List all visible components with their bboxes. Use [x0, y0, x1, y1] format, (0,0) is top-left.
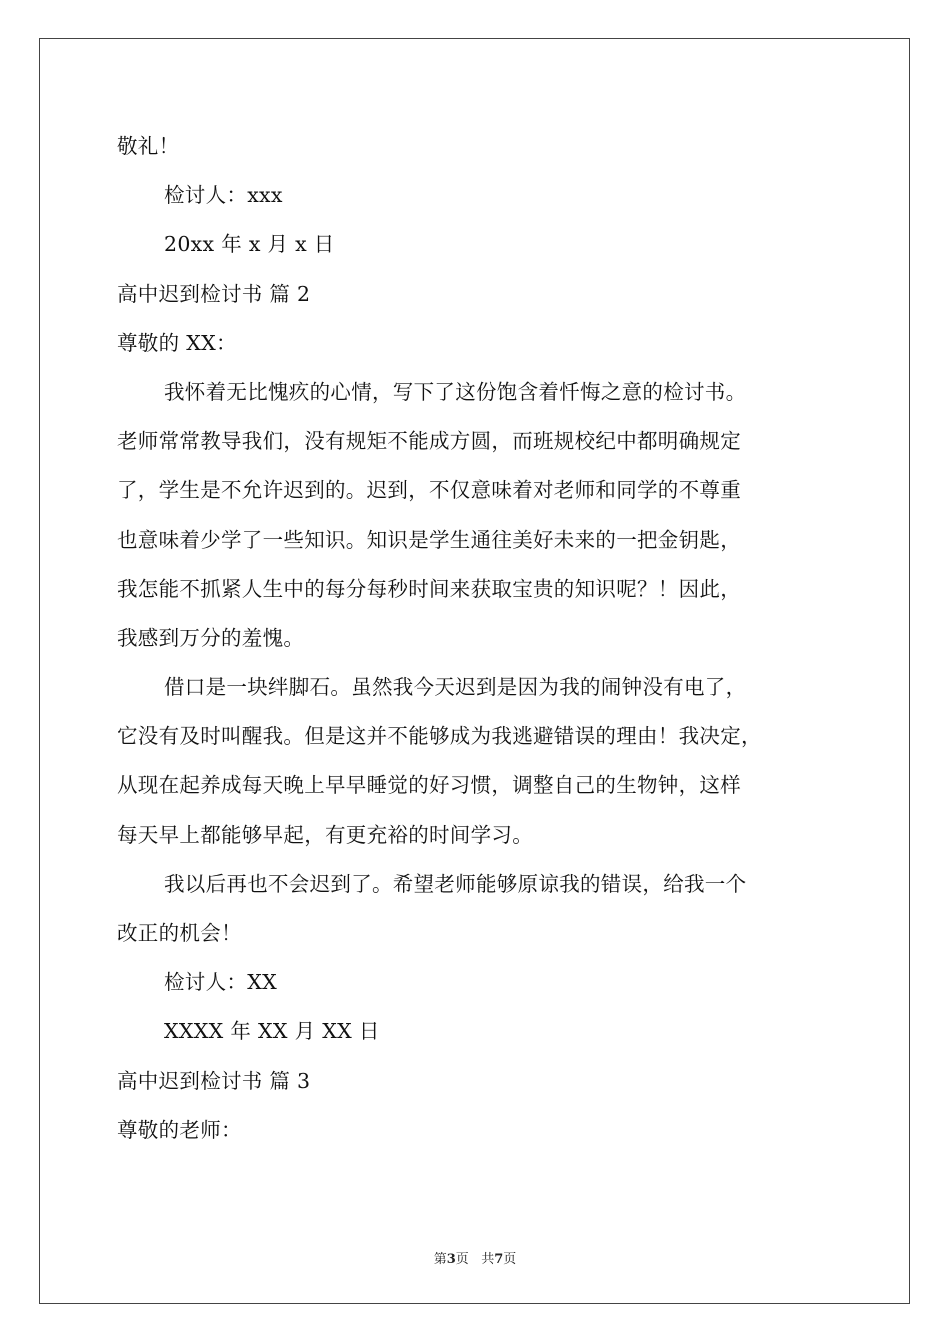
text-line: 也意味着少学了一些知识。知识是学生通往美好未来的一把金钥匙， — [117, 527, 741, 552]
total-pages-number: 7 — [494, 1252, 504, 1267]
date-line: XXXX 年 XX 月 XX 日 — [164, 1019, 380, 1044]
footer-total-suffix: 页 — [503, 1252, 517, 1267]
footer-total-prefix: 共 — [481, 1252, 495, 1267]
signature-line: 检讨人：XX — [164, 970, 277, 995]
text-line: 20xx 年 x 月 x 日 — [164, 232, 335, 257]
footer-prefix: 第 — [433, 1252, 447, 1267]
text-line: 老师常常教导我们，没有规矩不能成方圆，而班规校纪中都明确规定 — [117, 429, 741, 454]
section-heading: 高中迟到检讨书 篇 2 — [117, 281, 311, 306]
footer-page-suffix: 页 — [455, 1252, 469, 1267]
salutation: 尊敬的老师： — [117, 1117, 242, 1142]
text-line: 我怀着无比愧疚的心情，写下了这份饱含着忏悔之意的检讨书。 — [164, 379, 747, 404]
text-line: 每天早上都能够早起，有更充裕的时间学习。 — [117, 822, 533, 847]
text-line: 我以后再也不会迟到了。希望老师能够原谅我的错误，给我一个 — [164, 871, 747, 896]
document-body — [117, 122, 837, 1155]
text-line: 我怎能不抓紧人生中的每分每秒时间来获取宝贵的知识呢？！因此， — [117, 576, 741, 601]
section-heading: 高中迟到检讨书 篇 3 — [117, 1068, 311, 1093]
salutation: 尊敬的 XX： — [117, 330, 237, 355]
text-line: 了，学生是不允许迟到的。迟到，不仅意味着对老师和同学的不尊重 — [117, 478, 741, 503]
current-page-number: 3 — [446, 1252, 456, 1267]
text-line: 借口是一块绊脚石。虽然我今天迟到是因为我的闹钟没有电了， — [164, 675, 747, 700]
text-line: 改正的机会！ — [117, 921, 242, 945]
text-line: 敬礼！ — [117, 134, 180, 158]
page-footer — [0, 1248, 950, 1267]
text-line: 从现在起养成每天晚上早早睡觉的好习惯，调整自己的生物钟，这样 — [117, 773, 741, 798]
text-line: 我感到万分的羞愧。 — [117, 625, 305, 650]
text-line: 它没有及时叫醒我。但是这并不能够成为我逃避错误的理由！我决定， — [117, 724, 762, 749]
text-line: 检讨人：xxx — [164, 183, 283, 208]
